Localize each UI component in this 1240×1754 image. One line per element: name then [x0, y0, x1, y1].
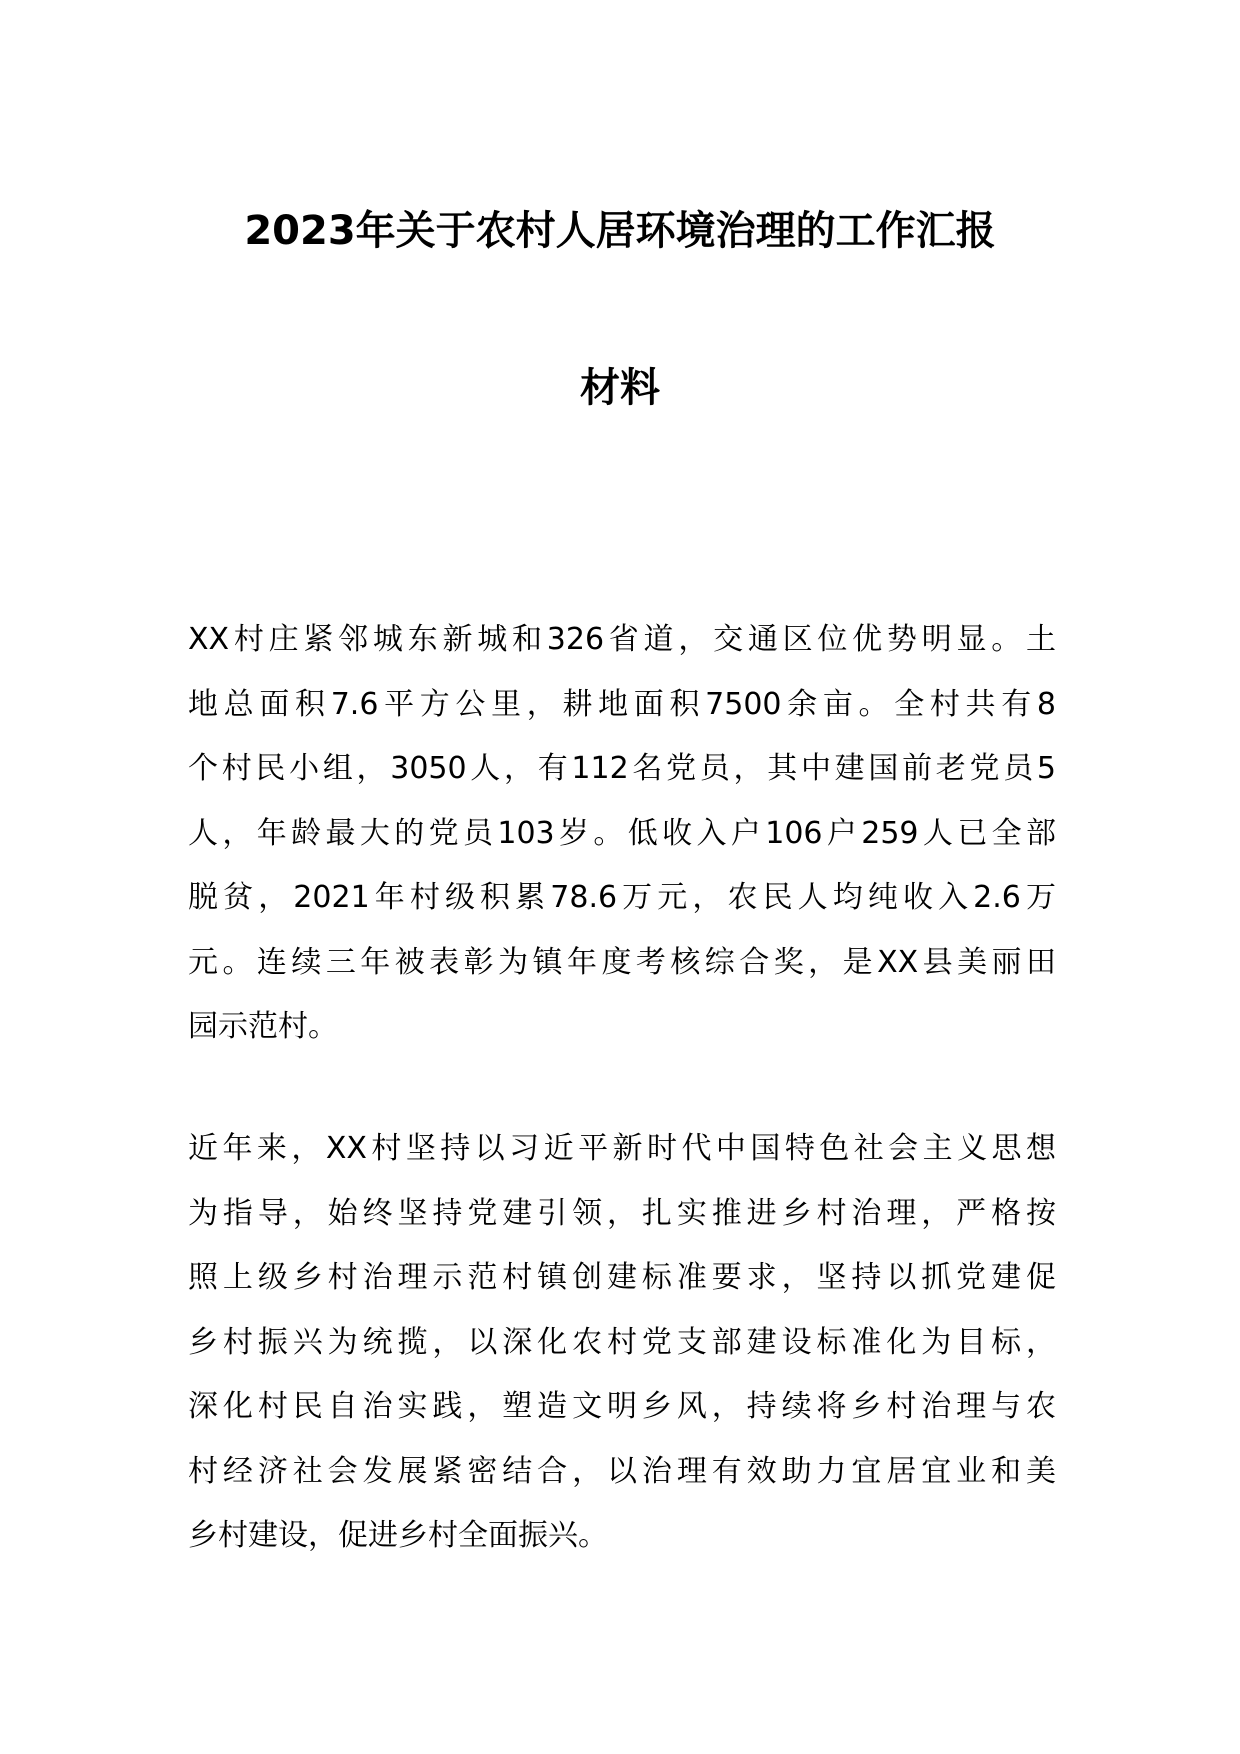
- paragraph-line: XX村庄紧邻城东新城和326省道，交通区位优势明显。土: [188, 622, 1056, 657]
- paragraph-line: 乡村建设，促进乡村全面振兴。: [188, 1518, 608, 1553]
- paragraph-line: 个村民小组，3050人，有112名党员，其中建国前老党员5: [188, 751, 1056, 786]
- paragraph-line: 村经济社会发展紧密结合，以治理有效助力宜居宜业和美: [188, 1453, 1056, 1489]
- paragraph-line: 照上级乡村治理示范村镇创建标准要求，坚持以抓党建促: [188, 1260, 1056, 1295]
- paragraph-line: 近年来，XX村坚持以习近平新时代中国特色社会主义思想: [188, 1131, 1056, 1166]
- document-title-line-1: 2023年关于农村人居环境治理的工作汇报: [244, 208, 996, 254]
- paragraph-line: 脱贫，2021年村级积累78.6万元，农民人均纯收入2.6万: [188, 880, 1056, 915]
- paragraph-line: 乡村振兴为统揽，以深化农村党支部建设标准化为目标，: [188, 1324, 1056, 1360]
- document-title-line-2: 材料: [580, 365, 660, 411]
- paragraph-line: 人，年龄最大的党员103岁。低收入户106户259人已全部: [188, 815, 1056, 851]
- paragraph-line: 元。连续三年被表彰为镇年度考核综合奖，是XX县美丽田: [188, 944, 1056, 980]
- paragraph-governance-summary: [188, 1117, 1056, 1569]
- paragraph-line: 为指导，始终坚持党建引领，扎实推进乡村治理，严格按: [188, 1195, 1056, 1231]
- paragraph-line: 地总面积7.6平方公里，耕地面积7500余亩。全村共有8: [188, 686, 1056, 722]
- paragraph-line: 园示范村。: [188, 1009, 338, 1044]
- paragraph-village-overview: [188, 608, 1056, 1060]
- paragraph-line: 深化村民自治实践，塑造文明乡风，持续将乡村治理与农: [188, 1389, 1056, 1424]
